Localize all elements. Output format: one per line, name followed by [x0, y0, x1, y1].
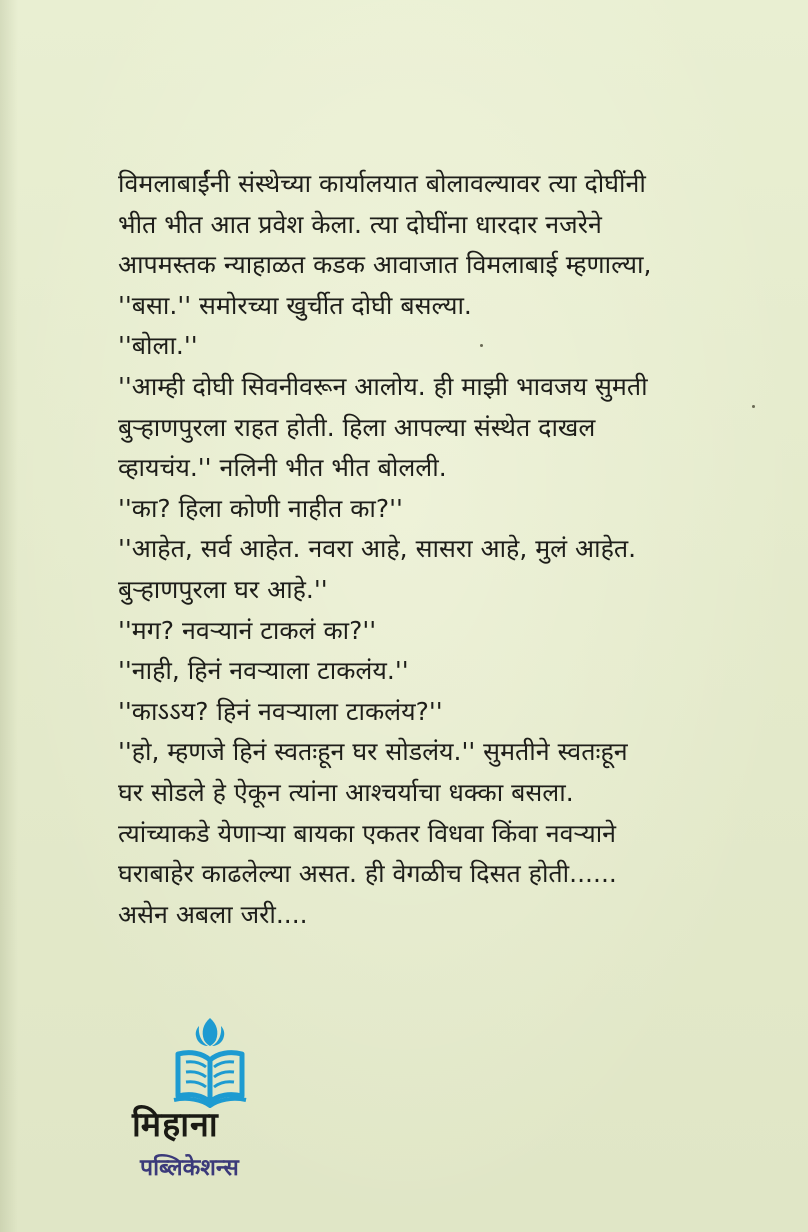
- blurb-line: ''आहेत, सर्व आहेत. नवरा आहे, सासरा आहे, मुलं आहेत.: [118, 534, 637, 564]
- blurb-line: ''काऽऽय? हिनं नवऱ्याला टाकलंय?'': [118, 696, 443, 726]
- blurb-line: भीत भीत आत प्रवेश केला. त्या दोघींना धारदार नजरेने: [118, 209, 602, 239]
- blurb-line: ''मग? नवऱ्यानं टाकलं का?'': [118, 615, 377, 645]
- blurb-text: [118, 164, 778, 935]
- blurb-line: बुऱ्हाणपुरला घर आहे.'': [118, 574, 328, 604]
- publisher-name: मिहाना: [132, 1105, 219, 1145]
- blurb-line: असेन अबला जरी....: [118, 899, 308, 929]
- blurb-line: ''का? हिला कोणी नाहीत का?'': [118, 493, 403, 523]
- blurb-line: व्हायचंय.'' नलिनी भीत भीत बोलली.: [118, 453, 447, 483]
- blurb-line: विमलाबाईंनी संस्थेच्या कार्यालयात बोलावल्यावर त्या दोघींनी: [118, 169, 646, 198]
- blurb-line: घर सोडले हे ऐकून त्यांना आश्चर्याचा धक्का बसला.: [118, 777, 574, 807]
- book-flower-logo-icon: [170, 1016, 250, 1108]
- publisher-subtitle: पब्लिकेशन्स: [140, 1155, 239, 1181]
- blurb-line: त्यांच्याकडे येणाऱ्या बायका एकतर विधवा किंवा नवऱ्याने: [118, 818, 617, 848]
- blurb-line: ''बोला.'': [118, 331, 198, 361]
- blurb-line: बुऱ्हाणपुरला राहत होती. हिला आपल्या संस्थेत दाखल: [118, 412, 596, 442]
- blurb-line: आपमस्तक न्याहाळत कडक आवाजात विमलाबाई म्हणाल्या,: [118, 250, 652, 280]
- blurb-line: ''हो, म्हणजे हिनं स्वतःहून घर सोडलंय.'' सुमतीने स्वतःहून: [118, 737, 628, 767]
- blurb-line: ''बसा.'' समोरच्या खुर्चीत दोघी बसल्या.: [118, 290, 472, 320]
- print-speck: [480, 344, 483, 347]
- blurb-line: ''आम्ही दोघी सिवनीवरून आलोय. ही माझी भावजय सुमती: [118, 371, 648, 401]
- publisher-logo: [132, 1016, 292, 1196]
- spine-shadow: [0, 0, 18, 1232]
- print-speck: [752, 405, 755, 408]
- blurb-line: घराबाहेर काढलेल्या असत. ही वेगळीच दिसत होती......: [118, 859, 617, 889]
- blurb-line: ''नाही, हिनं नवऱ्याला टाकलंय.'': [118, 656, 409, 686]
